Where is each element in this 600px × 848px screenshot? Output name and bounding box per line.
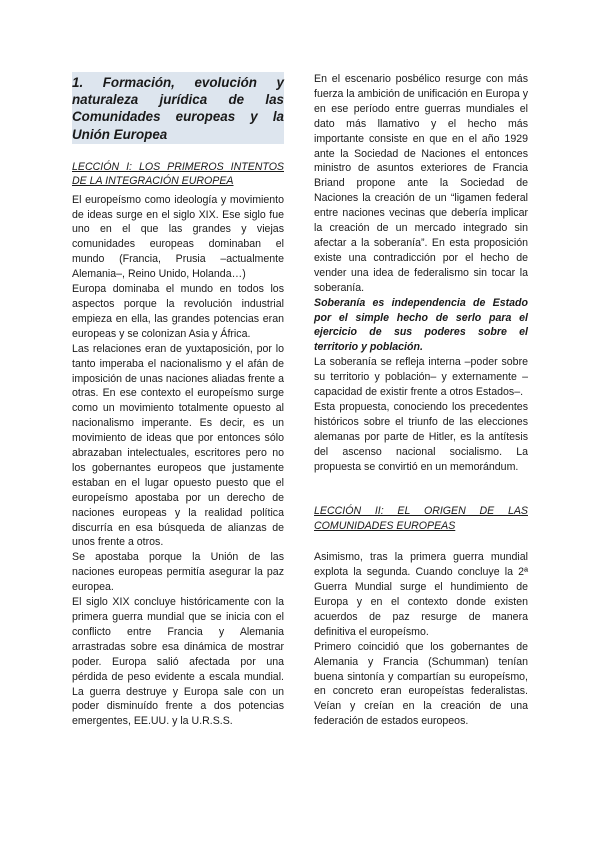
- lesson-2-heading: LECCIÓN II: EL ORIGEN DE LAS COMUNIDADES EUROPEAS: [314, 505, 528, 532]
- right-paragraph: En el escenario posbélico resurge con más fuerza la ambición de unificación en Europa y en ese período entre guerras mundiales el dato más llamativo y el hecho más importante consiste en que en el año 1929 ante la Sociedad de Naciones el entonces ministro de asuntos exteriores de Francia Briand propone ante la Sociedad de Naciones la creación de un “ligamen federal entre naciones vecinas que debería implicar la creación de un mercado integrado sin afectar a la soberanía”. En esta proposición existe una contradicción por el hecho de vender una idea de federalismo sin tocar la soberanía.: [314, 73, 528, 294]
- right-paragraph: Esta propuesta, conociendo los precedentes históricos sobre el triunfo de las elecciones alemanas por parte de Hitler, es la antítesis del ascenso nacional socialismo. La propuesta se convirtió en un memorándum.: [314, 400, 528, 473]
- right-paragraph: La soberanía se refleja interna –poder sobre su territorio y población– y externamente –capacidad de existir frente a otros Estados–.: [314, 356, 528, 399]
- page-title: 1. Formación, evolución y naturaleza jurídica de las Comunidades europeas y la Unión Europea: [72, 72, 284, 144]
- left-column: [72, 72, 284, 729]
- right-column: [314, 72, 528, 729]
- right-paragraph: Asimismo, tras la primera guerra mundial explota la segunda. Cuando concluye la 2ª Guerra Mundial surge el hundimiento de Europa y en el contexto donde existen acuerdos de paz resurge de manera definitiva el europeísmo.: [314, 551, 528, 638]
- left-paragraph: Las relaciones eran de yuxtaposición, por lo tanto imperaba el nacionalismo y el afán de imposición de unas naciones aliadas frente a otras. En ese contexto el europeísmo surge como un movimiento totalmente opuesto al nacionalismo imperante. Es decir, es un movimiento de ideas que por entonces sólo abrazaban intelectuales, escritores pero no los gobernantes europeos que justamente estaban en el lugar opuesto puesto que el europeísmo apostaba por un derecho de naciones europeas y la realidad política discurría en esa búsqueda de alianzas de unos frente a otros.: [72, 342, 284, 549]
- left-paragraph: Europa dominaba el mundo en todos los aspectos porque la revolución industrial empieza en ella, las grandes potencias eran europeas y se colonizan Asia y África.: [72, 283, 284, 340]
- lesson-1-heading: LECCIÓN I: LOS PRIMEROS INTENTOS DE LA INTEGRACIÓN EUROPEA: [72, 160, 284, 188]
- left-paragraph: El europeísmo como ideología y movimiento de ideas surge en el siglo XIX. Ese siglo fue uno en el que las grandes y viejas comunidades europeas dominaban el mundo (Francia, Prusia –actualmente Alemania–, Reino Unido, Holanda…): [72, 193, 284, 281]
- right-paragraph: Primero coincidió que los gobernantes de Alemania y Francia (Schumman) tenían buena sintonía y compartían su europeísmo, en concreto eran europeístas federalistas. Veían y creían en la creación de una federación de estados europeos.: [314, 640, 528, 728]
- left-paragraph: El siglo XIX concluye históricamente con la primera guerra mundial que se inicia con el conflicto entre Francia y Alemania arrastradas sobre esa dinámica de mostrar poder. Europa salió afectada por una pérdida de peso evidente a escala mundial. La guerra destruye y Europa sale con un poder disminuído frente a dos potencias emergentes, EE.UU. y la U.R.S.S.: [72, 596, 284, 728]
- left-paragraph: Se apostaba porque la Unión de las naciones europeas permitía asegurar la paz europea.: [72, 551, 284, 594]
- sovereignty-definition: Soberanía es independencia de Estado por el simple hecho de serlo para el ejercicio de sus poderes sobre el territorio y población.: [314, 296, 528, 354]
